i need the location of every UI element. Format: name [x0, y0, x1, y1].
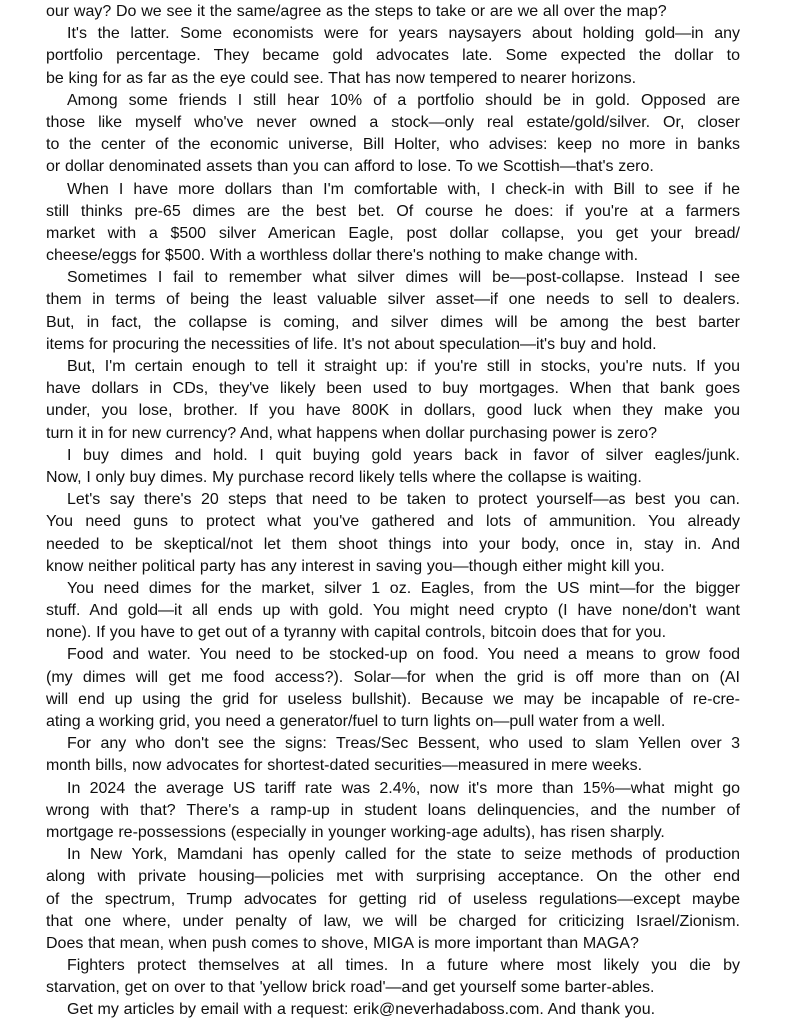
text-line: those like myself who've never owned a stock—only real estate/gold/silver. Or, closer: [46, 113, 740, 131]
paragraph: [46, 999, 740, 1021]
text-line: along with private housing—policies met with surprising acceptance. On the other end: [46, 868, 740, 886]
text-line: our way? Do we see it the same/agree as the steps to take or are we all over the map?: [46, 3, 667, 20]
text-line: market with a $500 silver American Eagle, post dollar collapse, you get your bread/: [46, 224, 740, 242]
text-line: still thinks pre-65 dimes are the best bet. Of course he does: if you're at a farmers: [46, 202, 740, 220]
text-line: But, in fact, the collapse is coming, and silver dimes will be among the best barter: [46, 313, 740, 331]
paragraph: [46, 578, 740, 645]
text-line: Does that mean, when push comes to shove, MIGA is more important than MAGA?: [46, 934, 639, 952]
text-line: Food and water. You need to be stocked-up on food. You need a means to grow food: [67, 646, 740, 664]
text-line: Sometimes I fail to remember what silver dimes will be—post-collapse. Instead I see: [67, 269, 740, 287]
text-line: under, you lose, brother. If you have 800K in dollars, good luck when they make you: [46, 402, 740, 420]
text-line: ating a working grid, you need a generator/fuel to turn lights on—pull water from a well.: [46, 713, 666, 730]
paragraph: [46, 844, 740, 955]
paragraph: [46, 733, 740, 777]
paragraph: [46, 267, 740, 356]
paragraph: [46, 445, 740, 489]
text-line: I buy dimes and hold. I quit buying gold years back in favor of silver eagles/junk.: [67, 446, 740, 464]
text-line: them in terms of being the least valuable silver asset—if one needs to sell to dealers.: [46, 291, 740, 309]
text-line: Now, I only buy dimes. My purchase record likely tells where the collapse is waiting.: [46, 468, 642, 486]
text-line: When I have more dollars than I'm comfortable with, I check-in with Bill to see if he: [67, 180, 740, 198]
text-line: In 2024 the average US tariff rate was 2.4%, now it's more than 15%—what might go: [67, 779, 740, 797]
text-line: For any who don't see the signs: Treas/Sec Bessent, who used to slam Yellen over 3: [67, 735, 740, 753]
text-line: In New York, Mamdani has openly called for the state to seize methods of production: [67, 846, 740, 864]
text-line: turn it in for new currency? And, what happens when dollar purchasing power is zero?: [46, 424, 658, 442]
text-line: You need guns to protect what you've gathered and lots of ammunition. You already: [46, 513, 740, 531]
text-line: be king for as far as the eye could see. That has now tempered to nearer horizons.: [46, 69, 637, 87]
text-line: know neither political party has any interest in saving you—though either might kill you.: [46, 557, 665, 575]
text-line: mortgage re-possessions (especially in younger working-age adults), has risen sharply.: [46, 823, 665, 841]
text-line: to the center of the economic universe, Bill Holter, who advises: keep no more in banks: [46, 136, 740, 154]
text-line: portfolio percentage. They became gold advocates late. Some expected the dollar to: [46, 47, 740, 65]
text-line: of the spectrum, Trump advocates for getting rid of useless regulations—except maybe: [46, 890, 740, 908]
text-line: Fighters protect themselves at all times. In a future where most likely you die by: [67, 957, 740, 975]
text-line: cheese/eggs for $500. With a worthless dollar there's nothing to make change with.: [46, 247, 639, 265]
text-line: starvation, get on over to that 'yellow brick road'—and get yourself some barter-ables.: [46, 979, 655, 997]
text-line: Get my articles by email with a request: erik@neverhadaboss.com. And thank you.: [67, 1001, 656, 1019]
text-line: But, I'm certain enough to tell it straight up: if you're still in stocks, you're nuts. If you: [67, 358, 740, 375]
text-line: wrong with that? There's a ramp-up in student loans delinquencies, and the number of: [46, 801, 740, 819]
paragraph: [46, 90, 740, 179]
paragraph: [46, 778, 740, 845]
text-line: have dollars in CDs, they've likely been used to buy mortgages. When that bank goes: [46, 380, 740, 398]
text-line: none). If you have to get out of a tyranny with capital controls, bitcoin does that for you.: [46, 624, 667, 642]
text-line: needed to be skeptical/not let them shoot things into your body, once in, stay in. And: [46, 535, 740, 553]
text-line: items for procuring the necessities of life. It's not about speculation—it's buy and hold.: [46, 335, 657, 353]
paragraph: [46, 356, 740, 445]
paragraph: [46, 179, 740, 268]
text-line: or dollar denominated assets than you can afford to lose. To we Scottish—that's zero.: [46, 158, 654, 176]
text-line: It's the latter. Some economists were for years naysayers about holding gold—in any: [67, 25, 740, 43]
paragraph: [46, 955, 740, 999]
text-line: stuff. And gold—it all ends up with gold. You might need crypto (I have none/don't want: [46, 602, 740, 620]
text-line: month bills, now advocates for shortest-dated securities—measured in mere weeks.: [46, 757, 643, 775]
text-line: (my dimes will get me food access?). Solar—for when the grid is off more than on (AI: [46, 668, 740, 686]
paragraph: [46, 489, 740, 578]
text-line: Among some friends I still hear 10% of a portfolio should be in gold. Opposed are: [67, 91, 740, 109]
paragraph: [46, 23, 740, 90]
text-line: You need dimes for the market, silver 1 oz. Eagles, from the US mint—for the bigger: [67, 579, 740, 597]
paragraph: [46, 644, 740, 733]
paragraph: [46, 1, 740, 23]
text-line: Let's say there's 20 steps that need to be taken to protect yourself—as best you can.: [67, 491, 740, 509]
text-line: will end up using the grid for useless bullshit). Because we may be incapable of re-cre-: [46, 690, 740, 708]
article-text: [46, 1, 740, 1022]
text-line: that one where, under penalty of law, we will be charged for criticizing Israel/Zionism.: [46, 912, 740, 930]
